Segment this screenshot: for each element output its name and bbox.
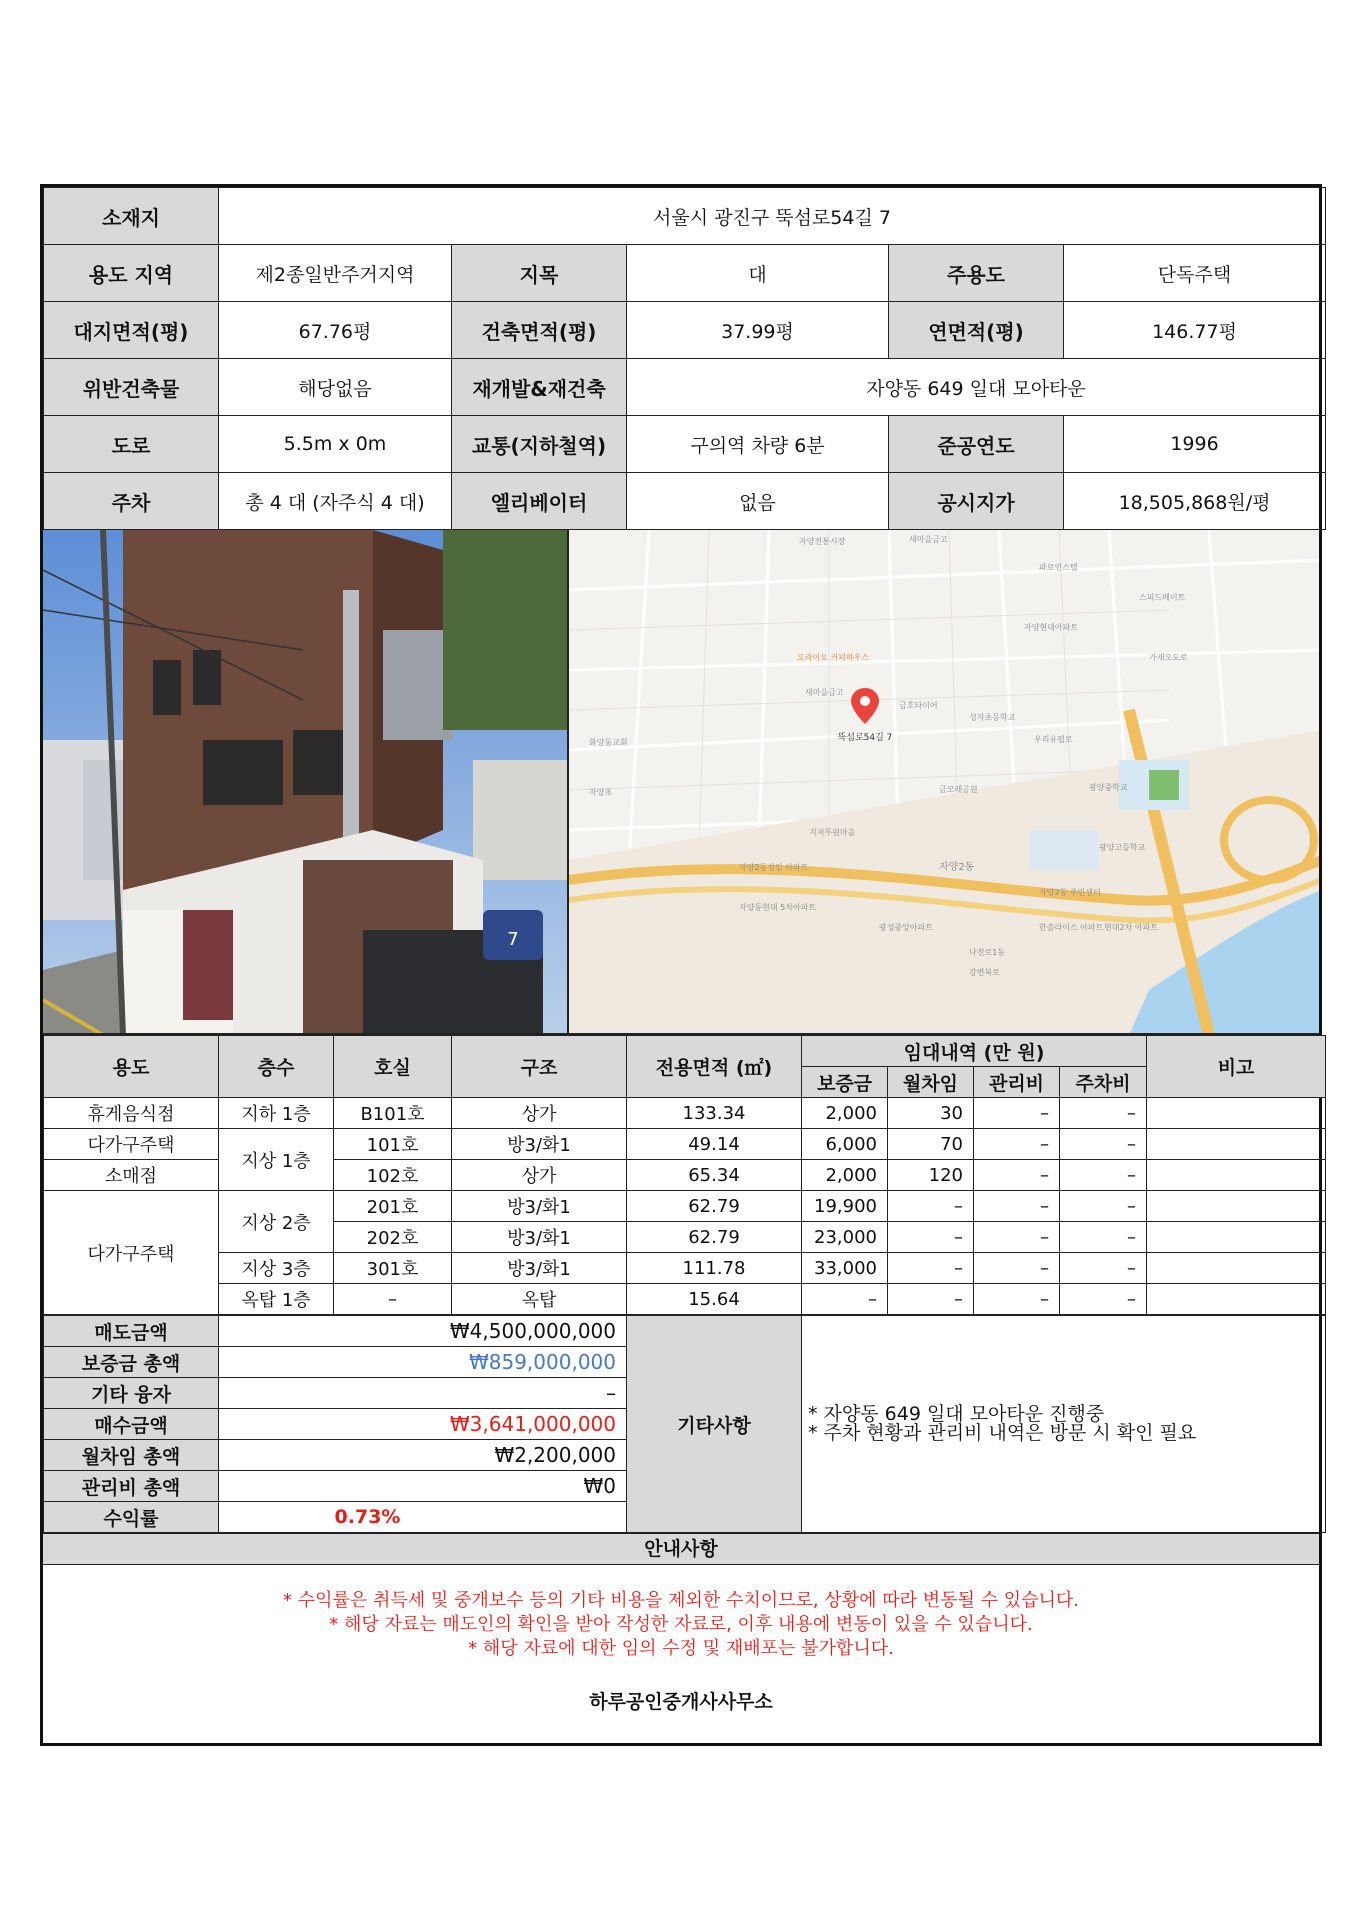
map-label-6: 오라이오 커피하우스: [797, 653, 870, 662]
land-price-label: 공시지가: [889, 473, 1064, 530]
lease-header-remarks: 비고: [1147, 1036, 1326, 1098]
row-structure: 방3/화1: [452, 1129, 627, 1160]
row-area: 62.79: [627, 1191, 802, 1222]
transit-value: 구의역 차량 6분: [627, 416, 889, 473]
address-plate-number: 7: [507, 929, 519, 950]
table-row: [44, 1129, 1326, 1160]
notice-line: * 해당 자료에 대한 임의 수정 및 재배포는 불가합니다.: [468, 1638, 894, 1659]
land-area-value: 67.76평: [219, 302, 452, 359]
row-parking: –: [1060, 1284, 1147, 1315]
row-unit: 101호: [334, 1129, 452, 1160]
row-area: 62.79: [627, 1222, 802, 1253]
purchase-label: 매수금액: [44, 1409, 219, 1440]
row-unit: B101호: [334, 1098, 452, 1129]
row-parking: –: [1060, 1191, 1147, 1222]
lease-header-floor: 층수: [219, 1036, 334, 1098]
table-row: [44, 1098, 1326, 1129]
road-label: 도로: [44, 416, 219, 473]
lease-table: [43, 1035, 1326, 1315]
row-monthly: –: [888, 1191, 974, 1222]
table-row: [44, 1191, 1326, 1222]
completion-label: 준공연도: [889, 416, 1064, 473]
row-structure: 방3/화1: [452, 1222, 627, 1253]
parking-label: 주차: [44, 473, 219, 530]
row-remarks: [1147, 1222, 1326, 1253]
row-use: 다가구주택: [44, 1191, 219, 1315]
row-floor: 지상 2층: [219, 1191, 334, 1253]
etc-note: * 주차 현황과 관리비 내역은 방문 시 확인 필요: [808, 1422, 1197, 1444]
map-label-1: 자양전통시장: [799, 537, 846, 546]
row-unit: 201호: [334, 1191, 452, 1222]
completion-value: 1996: [1064, 416, 1326, 473]
other-loan-value: –: [219, 1378, 627, 1409]
yield-label: 수익률: [44, 1502, 219, 1533]
map-label-3: 파로인스텔: [1039, 563, 1078, 572]
row-deposit: –: [802, 1284, 888, 1315]
map-pin-label: 뚝섬로54길 7: [837, 733, 893, 743]
lease-header-structure: 구조: [452, 1036, 627, 1098]
row-parking: –: [1060, 1160, 1147, 1191]
row-unit: –: [334, 1284, 452, 1315]
map-label-13: 지저투원마을: [809, 828, 856, 837]
row-mgmt: –: [974, 1191, 1060, 1222]
row-deposit: 23,000: [802, 1222, 888, 1253]
map-label-18: 자양2동 주민센터: [1039, 888, 1101, 897]
map-label-25: 자양초: [589, 788, 613, 797]
building-photo: [43, 530, 569, 1033]
row-unit: 202호: [334, 1222, 452, 1253]
row-parking: –: [1060, 1098, 1147, 1129]
row-area: 15.64: [627, 1284, 802, 1315]
row-mgmt: –: [974, 1129, 1060, 1160]
row-mgmt: –: [974, 1284, 1060, 1315]
row-parking: –: [1060, 1222, 1147, 1253]
map-label-26: 가재오도로: [1149, 653, 1188, 662]
map-label-5: 자양현대아파트: [1024, 623, 1079, 632]
info-row-location: [44, 188, 1326, 245]
etc-label: 기타사항: [627, 1316, 802, 1533]
row-area: 49.14: [627, 1129, 802, 1160]
row-structure: 방3/화1: [452, 1253, 627, 1284]
deposit-total-value: ₩859,000,000: [219, 1347, 627, 1378]
lease-header-parking: 주차비: [1060, 1067, 1147, 1098]
map-label-7: 새마을금고: [805, 688, 844, 697]
lease-header-area: 전용면적 (㎡): [627, 1036, 802, 1098]
map-label-11: 화양동교회: [589, 738, 628, 747]
sale-label: 매도금액: [44, 1316, 219, 1347]
road-value: 5.5m x 0m: [219, 416, 452, 473]
lease-header-use: 용도: [44, 1036, 219, 1098]
building-photo-illustration: [43, 530, 569, 1033]
row-monthly: 30: [888, 1098, 974, 1129]
row-remarks: [1147, 1129, 1326, 1160]
row-deposit: 2,000: [802, 1098, 888, 1129]
row-mgmt: –: [974, 1160, 1060, 1191]
map-label-9: 성자초등학교: [969, 713, 1016, 722]
map-label-19: 한솔라이스 아파트: [1039, 923, 1104, 932]
info-row-zone: [44, 245, 1326, 302]
zone-value: 제2종일반주거지역: [219, 245, 452, 302]
purchase-value: ₩3,641,000,000: [219, 1409, 627, 1440]
row-deposit: 2,000: [802, 1160, 888, 1191]
property-info-table: [43, 187, 1326, 530]
parking-value: 총 4 대 (자주식 4 대): [219, 473, 452, 530]
row-monthly: 70: [888, 1129, 974, 1160]
summary-table: [43, 1315, 1326, 1533]
land-area-label: 대지면적(평): [44, 302, 219, 359]
row-remarks: [1147, 1160, 1326, 1191]
map-label-10: 우리유펼로: [1034, 735, 1073, 744]
row-floor: 지상 3층: [219, 1253, 334, 1284]
main-use-value: 단독주택: [1064, 245, 1326, 302]
office-name: 하루공인중개사사무소: [589, 1691, 773, 1713]
row-unit: 102호: [334, 1160, 452, 1191]
photo-strip: [43, 530, 1319, 1035]
row-floor: 지하 1층: [219, 1098, 334, 1129]
info-row-road: [44, 416, 1326, 473]
row-area: 65.34: [627, 1160, 802, 1191]
lease-header-mgmt: 관리비: [974, 1067, 1060, 1098]
map-label-23: 광양중학교: [1089, 783, 1128, 792]
row-use: 소매점: [44, 1160, 219, 1191]
map-label-22: 강변북로: [969, 968, 1000, 977]
row-use: 휴게음식점: [44, 1098, 219, 1129]
row-parking: –: [1060, 1129, 1147, 1160]
row-remarks: [1147, 1191, 1326, 1222]
elevator-value: 없음: [627, 473, 889, 530]
row-structure: 상가: [452, 1160, 627, 1191]
deposit-total-label: 보증금 총액: [44, 1347, 219, 1378]
row-structure: 옥탑: [452, 1284, 627, 1315]
monthly-total-label: 월차임 총액: [44, 1440, 219, 1471]
notice-line: * 수익률은 취득세 및 중개보수 등의 기타 비용을 제외한 수치이므로, 상황에 따라 변동될 수 있습니다.: [282, 1590, 1080, 1611]
yield-value: 0.73%: [219, 1502, 627, 1533]
table-row: [44, 1284, 1326, 1315]
row-monthly: –: [888, 1253, 974, 1284]
map-label-12: 금모래공원: [939, 785, 978, 794]
lease-header-monthly: 월차임: [888, 1067, 974, 1098]
table-row: [44, 1253, 1326, 1284]
main-use-label: 주용도: [889, 245, 1064, 302]
jimok-label: 지목: [452, 245, 627, 302]
row-use: 다가구주택: [44, 1129, 219, 1160]
jimok-value: 대: [627, 245, 889, 302]
row-deposit: 6,000: [802, 1129, 888, 1160]
lease-header-deposit: 보증금: [802, 1067, 888, 1098]
map-label-16: 자양동현대 5차아파트: [739, 903, 817, 912]
row-monthly: –: [888, 1284, 974, 1315]
transit-label: 교통(지하철역): [452, 416, 627, 473]
row-monthly: –: [888, 1222, 974, 1253]
row-remarks: [1147, 1253, 1326, 1284]
row-mgmt: –: [974, 1222, 1060, 1253]
row-deposit: 19,900: [802, 1191, 888, 1222]
etc-note: * 자양동 649 일대 모아타운 진행중: [808, 1403, 1105, 1425]
map-label-2: 새마을금고: [909, 535, 948, 544]
redevelop-label: 재개발&재건축: [452, 359, 627, 416]
row-area: 111.78: [627, 1253, 802, 1284]
notice-title: 안내사항: [43, 1533, 1319, 1565]
building-area-label: 건축면적(평): [452, 302, 627, 359]
map-label-21: 나전로1동: [969, 948, 1006, 957]
floor-area-value: 146.77평: [1064, 302, 1326, 359]
mgmt-total-label: 관리비 총액: [44, 1471, 219, 1502]
redevelop-value: 자양동 649 일대 모아타운: [627, 359, 1326, 416]
row-floor: 지상 1층: [219, 1129, 334, 1191]
row-remarks: [1147, 1284, 1326, 1315]
map-label-20: 현대2차 아파트: [1104, 923, 1159, 932]
row-mgmt: –: [974, 1253, 1060, 1284]
elevator-label: 엘리베이터: [452, 473, 627, 530]
floor-area-label: 연면적(평): [889, 302, 1064, 359]
violation-value: 해당없음: [219, 359, 452, 416]
info-row-parking: [44, 473, 1326, 530]
lease-header-rent-group: 임대내역 (만 원): [802, 1036, 1147, 1067]
map-label-24: 광양고등학교: [1099, 843, 1146, 852]
map-label-8: 금호타이어: [899, 701, 938, 710]
row-mgmt: –: [974, 1098, 1060, 1129]
map-label-14: 자양2동: [939, 862, 975, 873]
land-price-value: 18,505,868원/평: [1064, 473, 1326, 530]
info-row-area: [44, 302, 1326, 359]
row-structure: 상가: [452, 1098, 627, 1129]
other-loan-label: 기타 융자: [44, 1378, 219, 1409]
row-parking: –: [1060, 1253, 1147, 1284]
location-label: 소재지: [44, 188, 219, 245]
etc-notes: [802, 1316, 1326, 1533]
mgmt-total-value: ₩0: [219, 1471, 627, 1502]
notice-body: [43, 1565, 1319, 1714]
zone-label: 용도 지역: [44, 245, 219, 302]
row-unit: 301호: [334, 1253, 452, 1284]
map-label-15: 자양2동성일 아파트: [739, 863, 809, 872]
info-row-violation: [44, 359, 1326, 416]
sale-value: ₩4,500,000,000: [219, 1316, 627, 1347]
row-deposit: 33,000: [802, 1253, 888, 1284]
row-structure: 방3/화1: [452, 1191, 627, 1222]
map-label-4: 스피드메이트: [1139, 593, 1186, 602]
property-sheet: [40, 184, 1322, 1746]
row-monthly: 120: [888, 1160, 974, 1191]
monthly-total-value: ₩2,200,000: [219, 1440, 627, 1471]
map-label-17: 광성중앙아파트: [879, 923, 934, 932]
location-map[interactable]: [569, 530, 1319, 1033]
map-illustration: [569, 530, 1319, 1033]
row-remarks: [1147, 1098, 1326, 1129]
location-value: 서울시 광진구 뚝섬로54길 7: [219, 188, 1326, 245]
row-floor: 옥탑 1층: [219, 1284, 334, 1315]
violation-label: 위반건축물: [44, 359, 219, 416]
building-area-value: 37.99평: [627, 302, 889, 359]
lease-header-unit: 호실: [334, 1036, 452, 1098]
row-area: 133.34: [627, 1098, 802, 1129]
notice-line: * 해당 자료는 매도인의 확인을 받아 작성한 자료로, 이후 내용에 변동이 있을 수 있습니다.: [329, 1614, 1033, 1635]
